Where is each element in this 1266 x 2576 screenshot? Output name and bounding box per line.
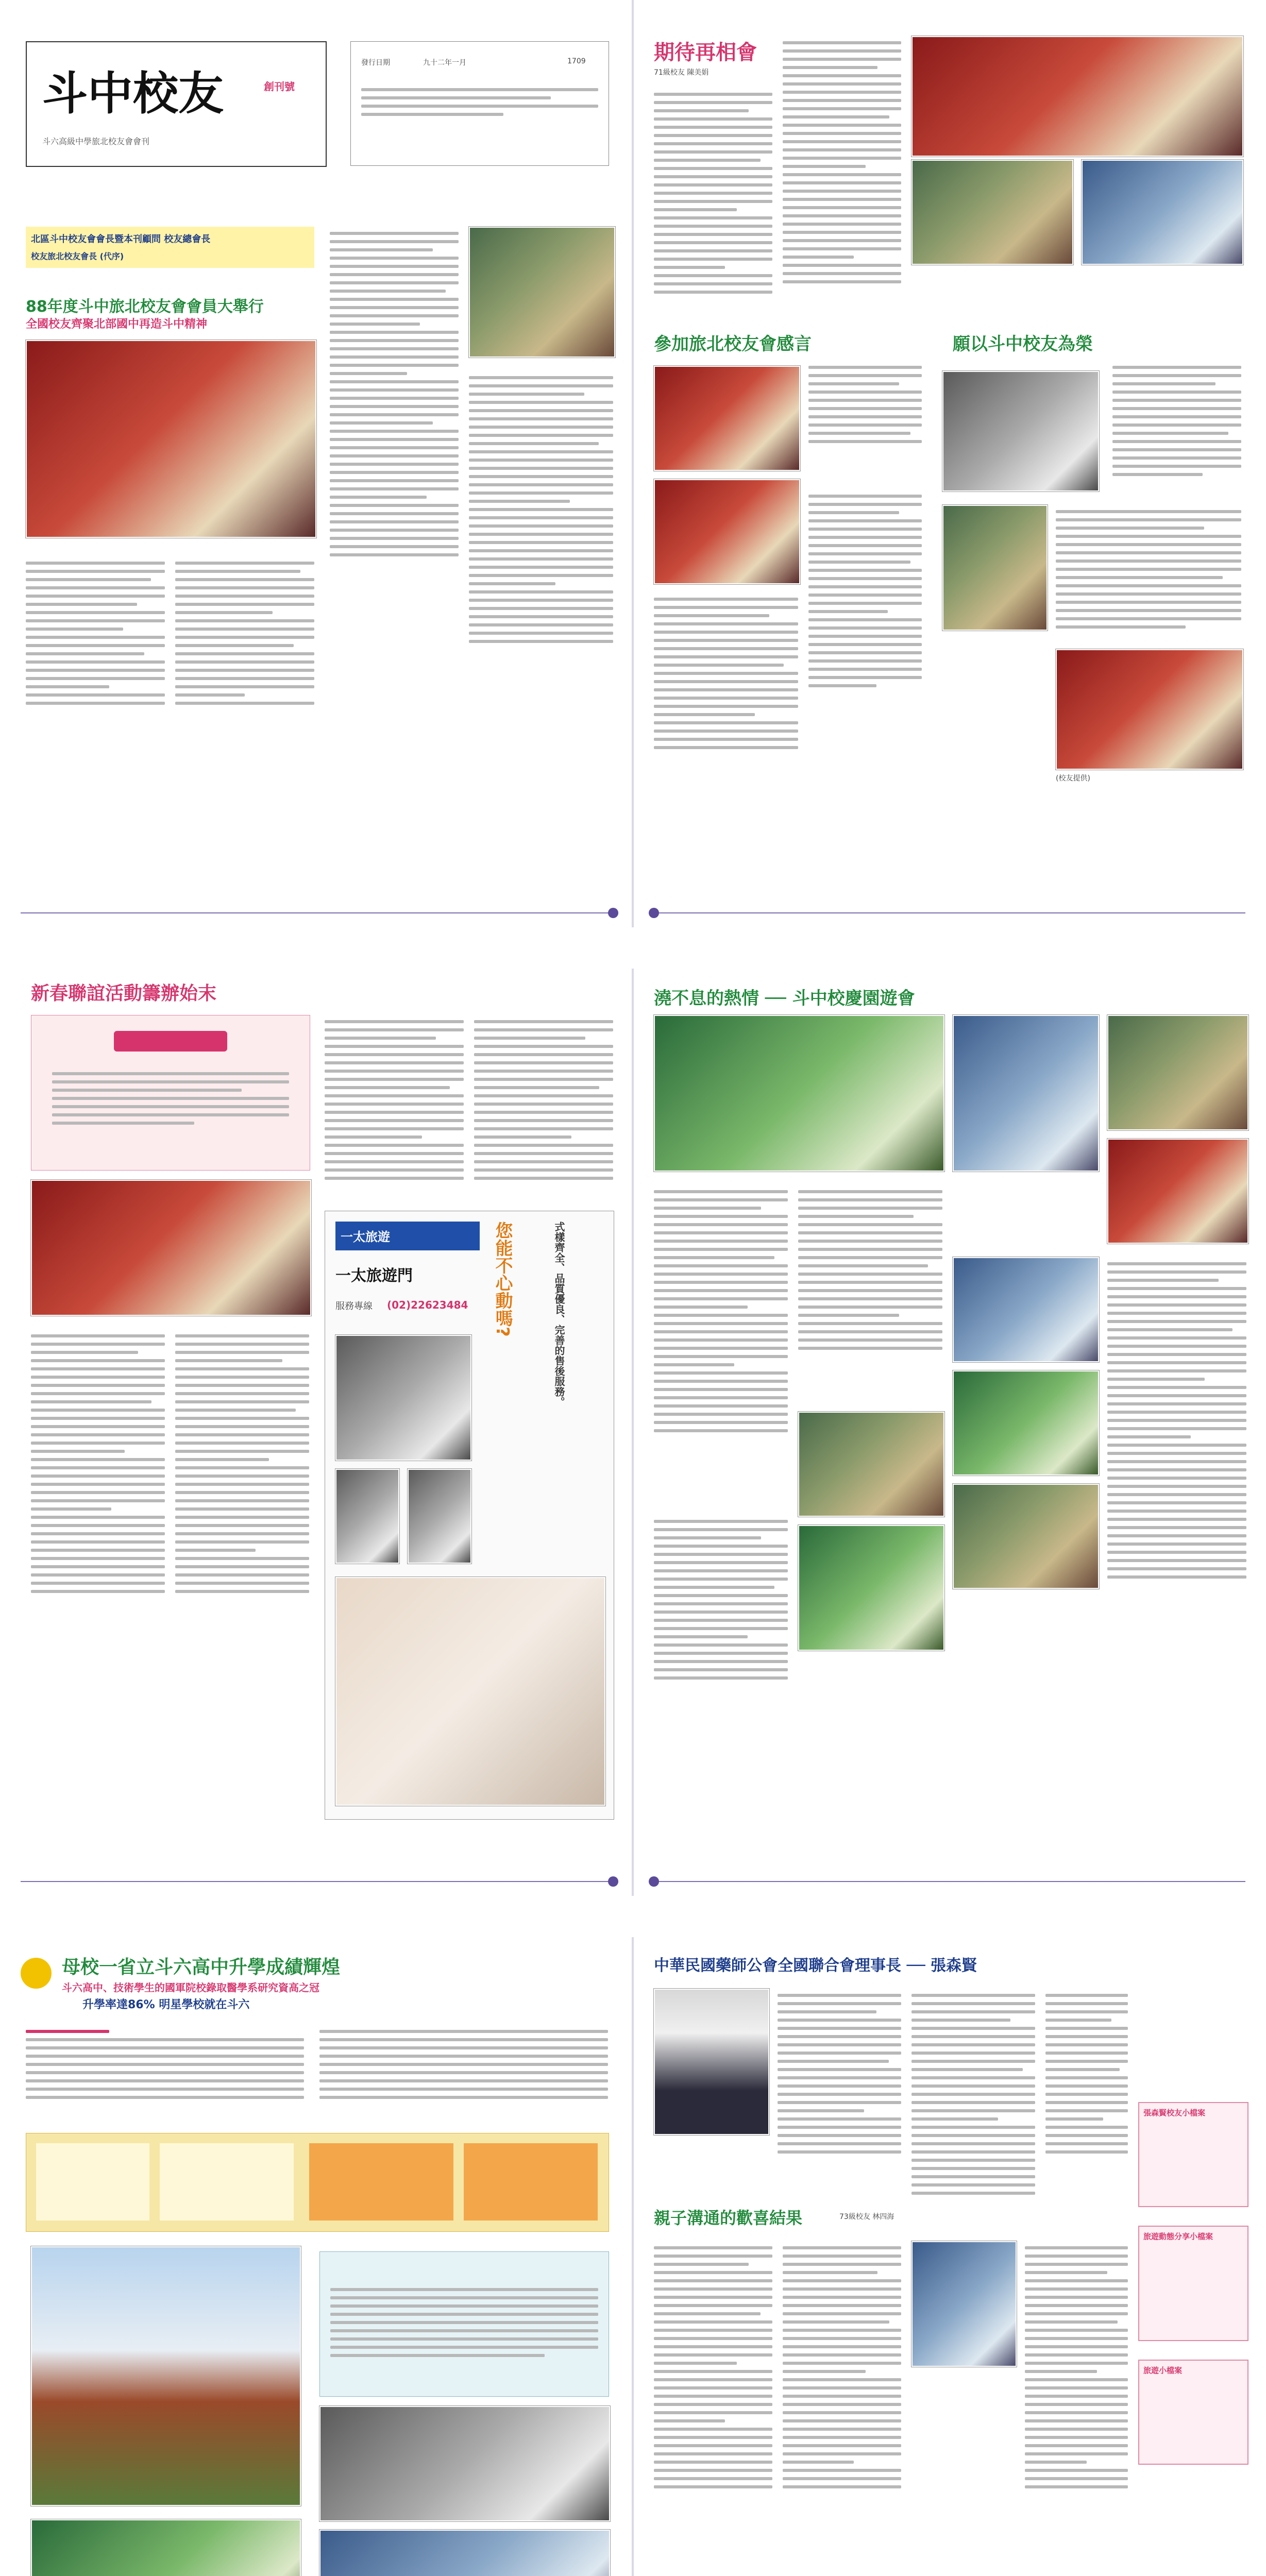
features-box-2	[160, 2143, 294, 2221]
photo-caption: (校友提供)	[1056, 774, 1090, 783]
spread-2-right-page	[633, 969, 1266, 1896]
s3r-text-col-6	[1025, 2241, 1128, 2494]
poster-image	[31, 1015, 310, 1171]
article-text-col-2	[175, 556, 314, 710]
spread-3-right-page	[633, 1937, 1266, 2576]
group-photo-4	[1056, 649, 1243, 770]
school-building-photo	[319, 2406, 610, 2521]
issue-number: 1709	[567, 57, 586, 65]
right-text-col-5	[654, 592, 798, 754]
article-text-col-3	[330, 227, 459, 562]
fair-photo-4	[798, 1525, 944, 1651]
spread-1	[0, 0, 1266, 927]
article-text-col-4	[469, 371, 613, 648]
sports-field-photo	[31, 2519, 301, 2576]
right-text-col-6	[808, 489, 922, 692]
headline-top: 北區斗中校友會會長暨本刊顧問 校友總會長	[31, 234, 211, 245]
article-text-col-1	[26, 556, 165, 710]
ad-product-photo-3	[408, 1469, 471, 1564]
spread3-right-headline-2: 親子溝通的歡喜結果	[654, 2208, 803, 2228]
ad-slogan-1: 您能不心動嗎?	[492, 1222, 513, 1337]
issue-info-value: 九十二年一月	[423, 59, 466, 67]
s3r-text-col-3	[1045, 1989, 1128, 2159]
right-text-col-4	[1112, 361, 1241, 481]
right-headline-1-byline: 71級校友 陳美娟	[654, 69, 709, 77]
page-ornament-icon	[608, 908, 618, 918]
page-footer-right	[633, 908, 1266, 918]
headline-sub: 校友旅北校友會長 (代序)	[31, 251, 124, 261]
score-table-right	[319, 2025, 608, 2117]
spread-1-right-page	[633, 0, 1266, 927]
masthead-issue: 創刊號	[264, 80, 295, 93]
group-photo-3	[1082, 160, 1243, 265]
spread-3	[0, 1937, 1266, 2576]
speaker-photo-2	[942, 371, 1099, 492]
page-footer	[0, 908, 633, 918]
score-table-left	[26, 2025, 304, 2117]
event-photo-1	[26, 340, 316, 538]
page-footer-s2r	[633, 1876, 1266, 1887]
ad-phone: (02)22623484	[387, 1299, 468, 1311]
campus-photo-2	[953, 1015, 1099, 1172]
fair-photo-3	[798, 1412, 944, 1517]
features-box-1	[36, 2143, 149, 2221]
event-photo-2	[31, 1180, 311, 1316]
features-box-3	[309, 2143, 453, 2221]
s2-text-col-1	[31, 1329, 165, 1598]
sidebar-box-2	[1138, 2226, 1248, 2341]
right-text-col-2	[783, 36, 901, 289]
right-text-col-3	[808, 361, 922, 448]
s2r-text-col-2	[798, 1185, 942, 1355]
ad-product-photo-1	[335, 1335, 471, 1461]
s2-text-col-2	[175, 1329, 309, 1598]
school-info-box	[319, 2251, 609, 2397]
portrait-photo	[942, 505, 1048, 631]
s2r-text-col-1	[654, 1185, 788, 1437]
ad-slogan-2: 式樣齊全、品質優良、完善的售後服務。	[553, 1222, 565, 1407]
fair-photo-1	[1107, 1015, 1248, 1130]
ad-header: 一太旅遊	[341, 1230, 390, 1244]
travel-ad	[325, 1211, 614, 1820]
page-footer-s2l	[0, 1876, 633, 1887]
sidebar-title-1: 張森賢校友小檔案	[1143, 2108, 1206, 2117]
ad-product-photo-2	[335, 1469, 399, 1564]
s3r-text-col-4	[654, 2241, 772, 2494]
ad-company: 一太旅遊門	[335, 1267, 413, 1285]
sidebar-title-3: 旅遊小檔案	[1143, 2366, 1183, 2375]
headline-red: 全國校友齊聚北部國中再造斗中精神	[26, 318, 208, 331]
page-ornament-icon	[649, 908, 659, 918]
spread-3-left-page	[0, 1937, 633, 2576]
features-box-4	[464, 2143, 598, 2221]
spread-2-left-page	[0, 969, 633, 1896]
s2r-text-col-3	[654, 1515, 788, 1685]
spread3-left-headline: 母校一省立斗六高中升學成績輝煌	[62, 1957, 341, 1978]
speaker-photo	[469, 227, 615, 358]
banquet-photo-1	[654, 366, 800, 471]
masthead-title: 斗中校友	[42, 66, 224, 120]
headline-main: 88年度斗中旅北校友會會員大舉行	[26, 298, 264, 316]
right-text-col-7	[1056, 505, 1241, 634]
spread2-right-headline: 澆不息的熱情 ── 斗中校慶園遊會	[654, 988, 915, 1009]
masthead	[26, 41, 327, 167]
spread2-left-headline: 新春聯誼活動籌辦始末	[31, 983, 217, 1004]
issue-info-box	[350, 41, 609, 166]
s2r-text-col-4	[1107, 1257, 1246, 1584]
right-headline-3: 願以斗中校友為榮	[953, 334, 1093, 354]
ad-phone-label: 服務專線	[335, 1301, 373, 1312]
spread-2	[0, 969, 1266, 1896]
page-ornament-icon	[608, 1876, 618, 1887]
chairman-portrait	[654, 1989, 769, 2135]
right-headline-1: 期待再相會	[654, 41, 757, 64]
school-tower-photo	[31, 2246, 301, 2506]
campus-photo-1	[654, 1015, 944, 1172]
page-ornament-icon	[649, 1876, 659, 1887]
s2-text-col-4	[474, 1015, 613, 1185]
fair-photo-6	[953, 1370, 1099, 1476]
spread3-right-headline-1: 中華民國藥師公會全國聯合會理事長 ── 張森賢	[654, 1957, 977, 1975]
s2-text-col-3	[325, 1015, 464, 1185]
star-badge-icon	[21, 1958, 52, 1989]
fair-photo-7	[953, 1484, 1099, 1589]
banquet-photo-2	[654, 479, 800, 584]
family-photo	[911, 2241, 1017, 2367]
right-headline-2: 參加旅北校友會感言	[654, 334, 812, 354]
spread3-left-sub-1: 斗六高中、技術學生的國軍院校錄取醫學系研究資高之冠	[62, 1981, 319, 1994]
spread-1-left-page	[0, 0, 633, 927]
fair-photo-5	[953, 1257, 1099, 1362]
masthead-subtitle: 斗六高級中學旅北校友會會刊	[42, 137, 150, 146]
s3r-text-col-1	[778, 1989, 901, 2159]
fair-photo-2	[1107, 1139, 1248, 1244]
right-text-col-1	[654, 88, 772, 299]
school-hall-photo	[319, 2530, 610, 2576]
sidebar-title-2: 旅遊動態分享小檔案	[1143, 2232, 1213, 2241]
spread3-right-byline: 73級校友 林四海	[839, 2213, 894, 2221]
group-photo-1	[911, 36, 1243, 157]
spread3-left-sub-2: 升學率達86% 明星學校就在斗六	[82, 1998, 250, 2011]
s3r-text-col-2	[911, 1989, 1035, 2200]
ad-model-photo	[335, 1577, 605, 1806]
s3r-text-col-5	[783, 2241, 901, 2494]
group-photo-2	[911, 160, 1073, 265]
issue-info-label: 發行日期	[361, 59, 390, 67]
